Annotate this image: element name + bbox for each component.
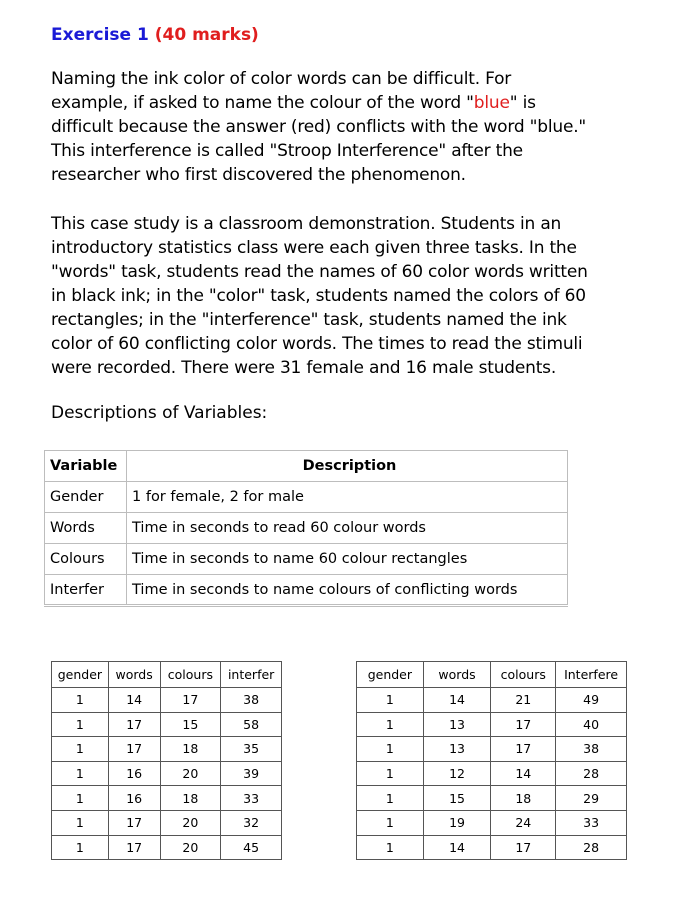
table-cell: 29 [556,786,627,811]
table-header-row [52,662,282,688]
table-cell: 28 [556,761,627,786]
table-cell: 17 [108,737,160,762]
paragraph-line: introductory statistics class were each given three tasks. In the [51,238,577,258]
table-cell: 17 [160,688,221,713]
column-header: gender [52,662,109,688]
table-cell: 33 [556,810,627,835]
table-cell: 45 [221,835,282,860]
table-cell: 18 [491,786,556,811]
table-cell: 17 [491,737,556,762]
table-cell: 15 [423,786,491,811]
paragraph-line: This case study is a classroom demonstration. Students in an [51,214,562,234]
intro-paragraph [51,67,671,187]
table-row [52,810,282,835]
highlighted-word: blue [473,93,510,113]
paragraph-line: were recorded. There were 31 female and 16 male students. [51,358,557,378]
table-cell: 38 [221,688,282,713]
table-cell: 58 [221,712,282,737]
table-cell: 15 [160,712,221,737]
table-cell: 16 [108,786,160,811]
table-cell: 18 [160,786,221,811]
column-header: colours [491,662,556,688]
paragraph-line: rectangles; in the "interference" task, students named the ink [51,310,567,330]
table-cell: 40 [556,712,627,737]
table-cell: 38 [556,737,627,762]
variable-name: Colours [45,544,127,575]
column-header: colours [160,662,221,688]
table-cell: 1 [52,737,109,762]
table-cell: 17 [108,835,160,860]
table-cell: 20 [160,810,221,835]
table-cell: 20 [160,761,221,786]
table-cell: 14 [491,761,556,786]
table-cell: 49 [556,688,627,713]
table-cell: 1 [52,835,109,860]
table-cell: 33 [221,786,282,811]
paragraph-line: "words" task, students read the names of 60 color words written [51,262,588,282]
column-header: words [423,662,491,688]
table-row [52,761,282,786]
table-row [45,575,568,606]
table-cell: 20 [160,835,221,860]
table-cell: 39 [221,761,282,786]
table-header-row [357,662,627,688]
variable-description: Time in seconds to name colours of conflicting words [127,575,568,606]
table-cell: 17 [108,810,160,835]
data-table-right [356,661,627,860]
variable-description: Time in seconds to read 60 colour words [127,513,568,544]
exercise-marks: (40 marks) [154,25,259,45]
table-cell: 1 [357,737,424,762]
variable-name: Gender [45,482,127,513]
paragraph-text: example, if asked to name the colour of the word " [51,93,474,113]
table-cell: 1 [357,688,424,713]
table-cell: 13 [423,712,491,737]
table-row [45,482,568,513]
table-cell: 1 [52,712,109,737]
table-cell: 17 [491,712,556,737]
table-cell: 1 [52,688,109,713]
table-row [357,688,627,713]
table-row [52,835,282,860]
table-cell: 17 [491,835,556,860]
table-cell: 1 [52,761,109,786]
table-cell: 12 [423,761,491,786]
table-cell: 1 [357,712,424,737]
table-row [357,712,627,737]
table-cell: 14 [423,835,491,860]
table-row [45,544,568,575]
table-cell: 1 [357,810,424,835]
table-cell: 1 [357,786,424,811]
column-header: Variable [45,451,127,482]
column-header: gender [357,662,424,688]
table-cell: 1 [357,761,424,786]
paragraph-line: color of 60 conflicting color words. The times to read the stimuli [51,334,583,354]
table-cell: 28 [556,835,627,860]
table-row [357,810,627,835]
variables-table [44,450,568,607]
exercise-title: Exercise 1 [51,25,149,45]
variable-description: 1 for female, 2 for male [127,482,568,513]
table-cell: 17 [108,712,160,737]
data-table-left [51,661,282,860]
column-header: words [108,662,160,688]
table-cell: 32 [221,810,282,835]
table-cell: 14 [108,688,160,713]
table-row [52,688,282,713]
table-cell: 18 [160,737,221,762]
table-cell: 19 [423,810,491,835]
variable-description: Time in seconds to name 60 colour rectangles [127,544,568,575]
table-row [45,513,568,544]
paragraph-line [51,91,671,115]
table-cell: 1 [52,786,109,811]
table-row [52,712,282,737]
paragraph-line: in black ink; in the "color" task, students named the colors of 60 [51,286,586,306]
paragraph-line: difficult because the answer (red) conflicts with the word "blue." [51,117,587,137]
table-cell: 1 [52,810,109,835]
table-header-row [45,451,568,482]
column-header: Description [127,451,568,482]
table-cell: 1 [357,835,424,860]
table-cell: 24 [491,810,556,835]
variables-heading: Descriptions of Variables: [51,403,268,423]
column-header: interfer [221,662,282,688]
variable-name: Interfer [45,575,127,606]
table-row [357,737,627,762]
paragraph-text: " is [509,93,536,113]
table-cell: 13 [423,737,491,762]
table-cell: 35 [221,737,282,762]
table-row [357,835,627,860]
table-cell: 16 [108,761,160,786]
variable-name: Words [45,513,127,544]
paragraph-line: Naming the ink color of color words can be difficult. For [51,69,512,89]
paragraph-line: researcher who first discovered the phenomenon. [51,165,466,185]
table-row [357,786,627,811]
table-row [52,737,282,762]
table-cell: 14 [423,688,491,713]
table-row [357,761,627,786]
exercise-heading [51,25,259,45]
table-cell: 21 [491,688,556,713]
case-study-paragraph [51,212,671,380]
column-header: Interfere [556,662,627,688]
table-row [52,786,282,811]
paragraph-line: This interference is called "Stroop Interference" after the [51,141,523,161]
